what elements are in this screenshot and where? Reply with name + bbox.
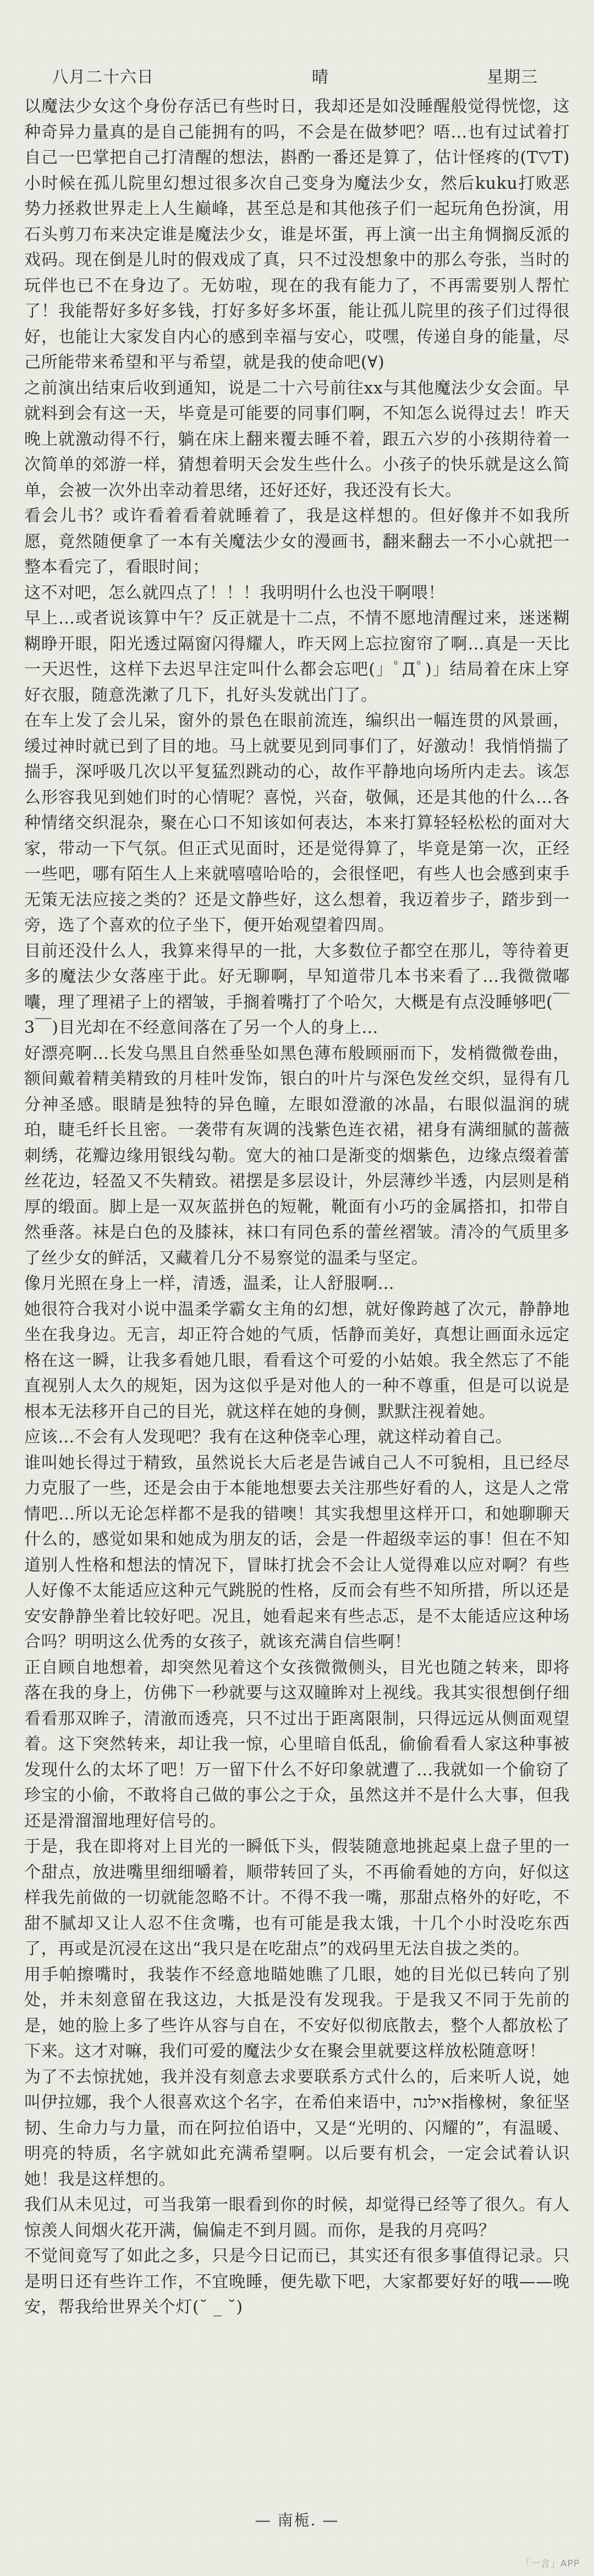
signature: — 南栀. — bbox=[255, 2511, 339, 2529]
app-watermark: 「一言」APP bbox=[520, 2558, 580, 2569]
paragraph: 好漂亮啊…长发乌黑且自然垂坠如黑色薄布般顾丽而下，发梢微微卷曲，额间戴着精美精致的月桂叶发饰，银白的叶片与深色发丝交织，显得有几分神圣感。眼睛是独特的异色瞳，左眼如澄澈的冰晶，右眼似温润的琥珀，睫毛纤长且密。一袭带有灰调的浅紫色连衣裙，裙身有满细腻的蔷薇刺绣，花瓣边缘用银线勾勒。宽大的袖口是渐变的烟紫色，边缘点缀着蕾丝花边，轻盈又不失精致。裙摆是多层设计，外层薄纱半透，内层则是稍厚的缎面。脚上是一双灰蓝拼色的短靴，靴面有小巧的金属搭扣，扣带自然垂落。袜是白色的及膝袜，袜口有同色系的蕾丝褶皱。清冷的气质里多了丝少女的鲜活，又藏着几分不易察觉的温柔与坚定。 bbox=[24, 1043, 570, 1268]
paragraph: 于是，我在即将对上目光的一瞬低下头，假装随意地挑起桌上盘子里的一个甜点，放进嘴里细细嚼着，顺带转回了头，不再偷看她的方向，好似这样我先前做的一切就能忽略不计。不得不我一嘴，那甜点格外的好吃，不甜不腻却又让人忍不住贪嘴，也有可能是我太饿，十几个小时没吃东西了，再或是沉浸在这出“我只是在吃甜点”的戏码里无法自拔之类的。 bbox=[24, 1837, 570, 1959]
diary-body bbox=[24, 94, 570, 2321]
paragraph: 用手帕擦嘴时，我装作不经意地瞄她瞧了几眼，她的目光似已转向了别处，并未刻意留在我这边，大抵是没有发现我。于是我又不同于先前的是，她的脸上多了些许从容与自在，不安好似彻底散去，整个人都放松了下来。这才对嘛，我们可爱的魔法少女在聚会里就要这样放松随意呀！ bbox=[24, 1965, 570, 2061]
paragraph: 不觉间竟写了如此之多，只是今日记而已，其实还有很多事值得记录。只是明日还有些许工作，不宜晚睡，便先歇下吧，大家都要好好的哦——晚安，帮我给世界关个灯(˘ _ ˘) bbox=[24, 2246, 570, 2317]
paragraph: 像月光照在身上一样，清透，温柔，让人舒服啊… bbox=[24, 1274, 395, 1293]
diary-header bbox=[24, 65, 570, 90]
diary-weekday: 星期三 bbox=[487, 68, 538, 87]
diary-weather: 晴 bbox=[312, 68, 329, 87]
paragraph: 早上…或者说该算中午？反正就是十二点，不情不愿地清醒过来，迷迷糊糊睁开眼，阳光透过隔窗闪得耀人，昨天网上忘拉窗帘了啊…真是一天比一天迟性，这样下去迟早注定叫什么都会忘吧(」ﾟДﾟ)」结局着在床上穿好衣服，随意洗漱了几下，扎好头发就出门了。 bbox=[24, 609, 570, 705]
paragraph: 之前演出结束后收到通知，说是二十六号前往xx与其他魔法少女会面。早就料到会有这一天，毕竟是可能要的同事们啊，不知怎么说得过去！昨天晚上就激动得不行，躺在床上翻来覆去睡不着，跟五六岁的小孩期待着一次简单的郊游一样，猜想着明天会发生些什么。小孩子的快乐就是这么简单，会被一次外出幸动着思绪，还好还好，我还没有长大。 bbox=[24, 378, 570, 500]
paragraph: 在车上发了会儿呆，窗外的景色在眼前流连，编织出一幅连贯的风景画，缓过神时就已到了目的地。马上就要见到同事们了，好激动！我悄悄揣了揣手，深呼吸几次以平复猛烈跳动的心，故作平静地向场所内走去。该怎么形容我见到她们时的心情呢？喜悦，兴奋，敬佩，还是其他的什么…各种情绪交织混杂，聚在心口不知该如何表达，本来打算轻轻松松的面对大家，带动一下气氛。但正式见面时，还是觉得算了，毕竟是第一次，正经一些吧，哪有陌生人上来就嘻嘻哈哈的，会很怪吧，有些人也会感到束手无策无法应接之类的？还是文静些好，这么想着，我迈着步子，踏步到一旁，选了个喜欢的位子坐下，便开始观望着四周。 bbox=[24, 711, 570, 935]
paragraph: 正自顾自地想着，却突然见着这个女孩微微侧头，目光也随之转来，即将落在我的身上，仿佛下一秒就要与这双瞳眸对上视线。我其实很想倒仔细看看那双眸子，清澈而透亮，只不过出于距离限制，只得远远从侧面观望着。这下突然转来，却让我一惊，心里暗自低乱，偷偷看看人家这种事被发现什么的太坏了吧！万一留下什么不好印象就遭了…我就如一个偷窃了珍宝的小偷，不敢将自己做的事公之于众，虽然这并不是什么大事，但我还是滑溜溜地理好信号的。 bbox=[24, 1658, 570, 1831]
paragraph: 以魔法少女这个身份存活已有些时日，我却还是如没睡醒般觉得恍惚，这种奇异力量真的是自己能拥有的吗，不会是在做梦吧？唔…也有过试着打自己一巴掌把自己打清醒的想法，斟酌一番还是算了，估计怪疼的(T▽T)小时候在孤儿院里幻想过很多次自己变身为魔法少女，然后kuku打败恶势力拯救世界走上人生巅峰，甚至总是和其他孩子们一起玩角色扮演，用石头剪刀布来决定谁是魔法少女，谁是坏蛋，再上演一出主角惆搁反派的戏码。现在倒是儿时的假戏成了真，只不过没想象中的那么夸张，当时的玩伴也已不在身边了。无妨啦，现在的我有能力了，不再需要别人帮忙了！我能帮好多好多钱，打好多好多坏蛋，能让孤儿院里的孩子们过得很好，也能让大家发自内心的感到幸福与安心，哎嘿，传递自身的能量，尽己所能带来希望和平与希望，就是我的使命吧(∀) bbox=[24, 97, 570, 372]
paragraph: 应该…不会有人发现吧？我有在这种侥幸心理，就这样动着自己。 bbox=[24, 1428, 513, 1447]
diary-date: 八月二十六日 bbox=[52, 68, 154, 87]
paragraph: 谁叫她长得过于精致，虽然说长大后老是告诫自己人不可貌相，且已经尽力克服了一些，还是会由于本能地想要去关注那些好看的人，这是人之常情吧…所以无论怎样都不是我的错噢！其实我想里这样开口，和她聊聊天什么的，感觉如果和她成为朋友的话，会是一件超级幸运的事！但在不知道别人性格和想法的情况下，冒昧打扰会不会让人觉得难以应对啊？有些人好像不太能适应这种元气跳脱的性格，反而会有些不知所措，所以还是安安静静坐着比较好吧。况且，她看起来有些忐忑，是不太能适应这种场合吗？明明这么优秀的女孩子，就该充满自信些啊！ bbox=[24, 1453, 570, 1651]
paragraph: 我们从未见过，可当我第一眼看到你的时候，却觉得已经等了很久。有人惊羡人间烟火花开满，偏偏走不到月圆。而你，是我的月亮吗？ bbox=[24, 2195, 570, 2240]
paragraph: 看会儿书？或许看着看着就睡着了，我是这样想的。但好像并不如我所愿，竟然随便拿了一本有关魔法少女的漫画书，翻来翻去一不小心就把一整本看完了，看眼时间； bbox=[24, 506, 570, 577]
paragraph: 她很符合我对小说中温柔学霸女主角的幻想，就好像跨越了次元，静静地坐在我身边。无言，却正符合她的气质，恬静而美好，真想让画面永远定格在这一瞬，让我多看她几眼，看看这个可爱的小姑娘。我全然忘了不能直视别人太久的规矩，因为这似乎是对他人的一种不尊重，但是可以说是根本无法移开自己的目光，就这样在她的身侧，默默注视着她。 bbox=[24, 1299, 570, 1421]
paragraph: 目前还没什么人，我算来得早的一批，大多数位子都空在那儿，等待着更多的魔法少女落座于此。好无聊啊，早知道带几本书来看了…我微微嘟囔，理了理裙子上的褶皱，手搁着嘴打了个哈欠，大概是有点没睡够吧(￣3￣)目光却在不经意间落在了另一个人的身上… bbox=[24, 941, 570, 1037]
paragraph: 为了不去惊扰她，我并没有刻意去求要联系方式什么的，后来听人说，她叫伊拉娜，我个人很喜欢这个名字，在希伯来语中，אילנה指橡树，象征坚韧、生命力与力量，而在阿拉伯语中，又是“光明的、闪耀的”，有温暖、明亮的特质，名字就如此充满希望啊。以后要有机会，一定会试着认识她！我是这样想的。 bbox=[24, 2067, 570, 2189]
paragraph: 这不对吧，怎么就四点了！！！我明明什么也没干啊喂！ bbox=[24, 583, 445, 603]
